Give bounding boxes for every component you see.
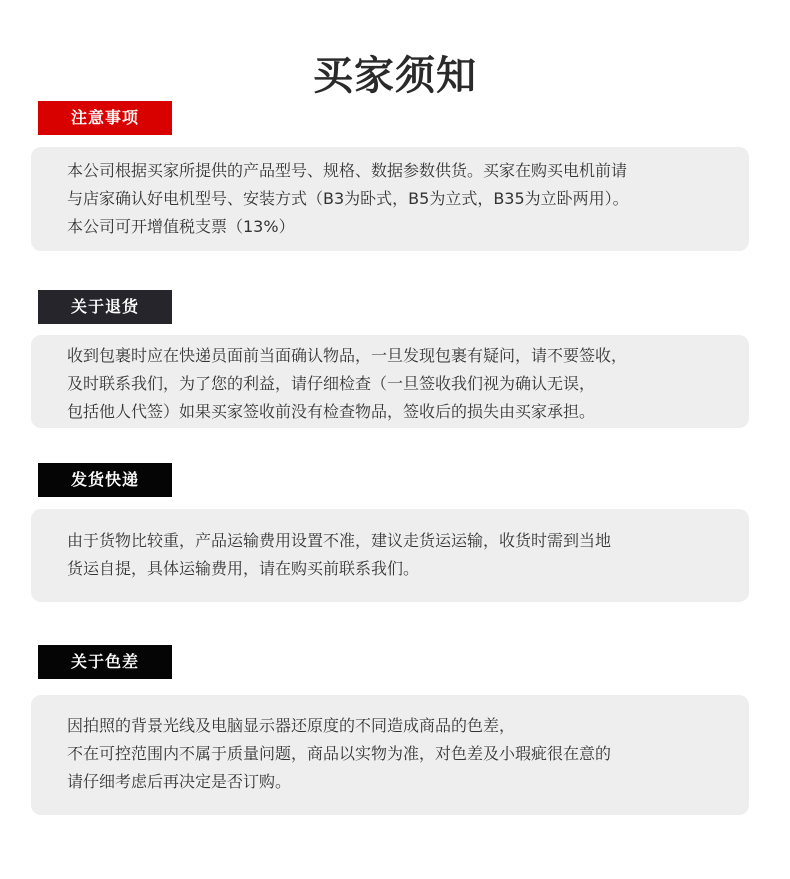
returns-line: 及时联系我们，为了您的利益，请仔细检查（一旦签收我们视为确认无误， — [67, 374, 596, 393]
shipping-line: 由于货物比较重，产品运输费用设置不准，建议走货运运输，收货时需到当地 — [67, 531, 612, 550]
section-label-notes: 注意事项 — [38, 101, 172, 135]
shipping-line: 货运自提，具体运输费用，请在购买前联系我们。 — [67, 559, 420, 578]
returns-line: 收到包裹时应在快递员面前当面确认物品，一旦发现包裹有疑问，请不要签收， — [67, 346, 628, 365]
page-title: 买家须知 — [313, 53, 477, 99]
section-label-returns: 关于退货 — [38, 290, 172, 324]
notes-line: 本公司可开增值税支票（13%） — [67, 217, 295, 236]
section-box-shipping — [31, 509, 749, 602]
notes-line: 本公司根据买家所提供的产品型号、规格、数据参数供货。买家在购买电机前请 — [67, 161, 628, 180]
color-difference-line: 因拍照的背景光线及电脑显示器还原度的不同造成商品的色差， — [67, 716, 516, 735]
color-difference-line: 请仔细考虑后再决定是否订购。 — [67, 772, 292, 791]
section-box-notes — [31, 147, 749, 251]
section-box-color-difference — [31, 695, 749, 815]
returns-line: 包括他人代签）如果买家签收前没有检查物品，签收后的损失由买家承担。 — [67, 402, 596, 421]
notes-line: 与店家确认好电机型号、安装方式（B3为卧式，B5为立式，B35为立卧两用）。 — [67, 189, 629, 208]
section-label-shipping: 发货快递 — [38, 463, 172, 497]
section-box-returns — [31, 335, 749, 428]
color-difference-line: 不在可控范围内不属于质量问题，商品以实物为准，对色差及小瑕疵很在意的 — [67, 744, 612, 763]
section-label-color-difference: 关于色差 — [38, 645, 172, 679]
